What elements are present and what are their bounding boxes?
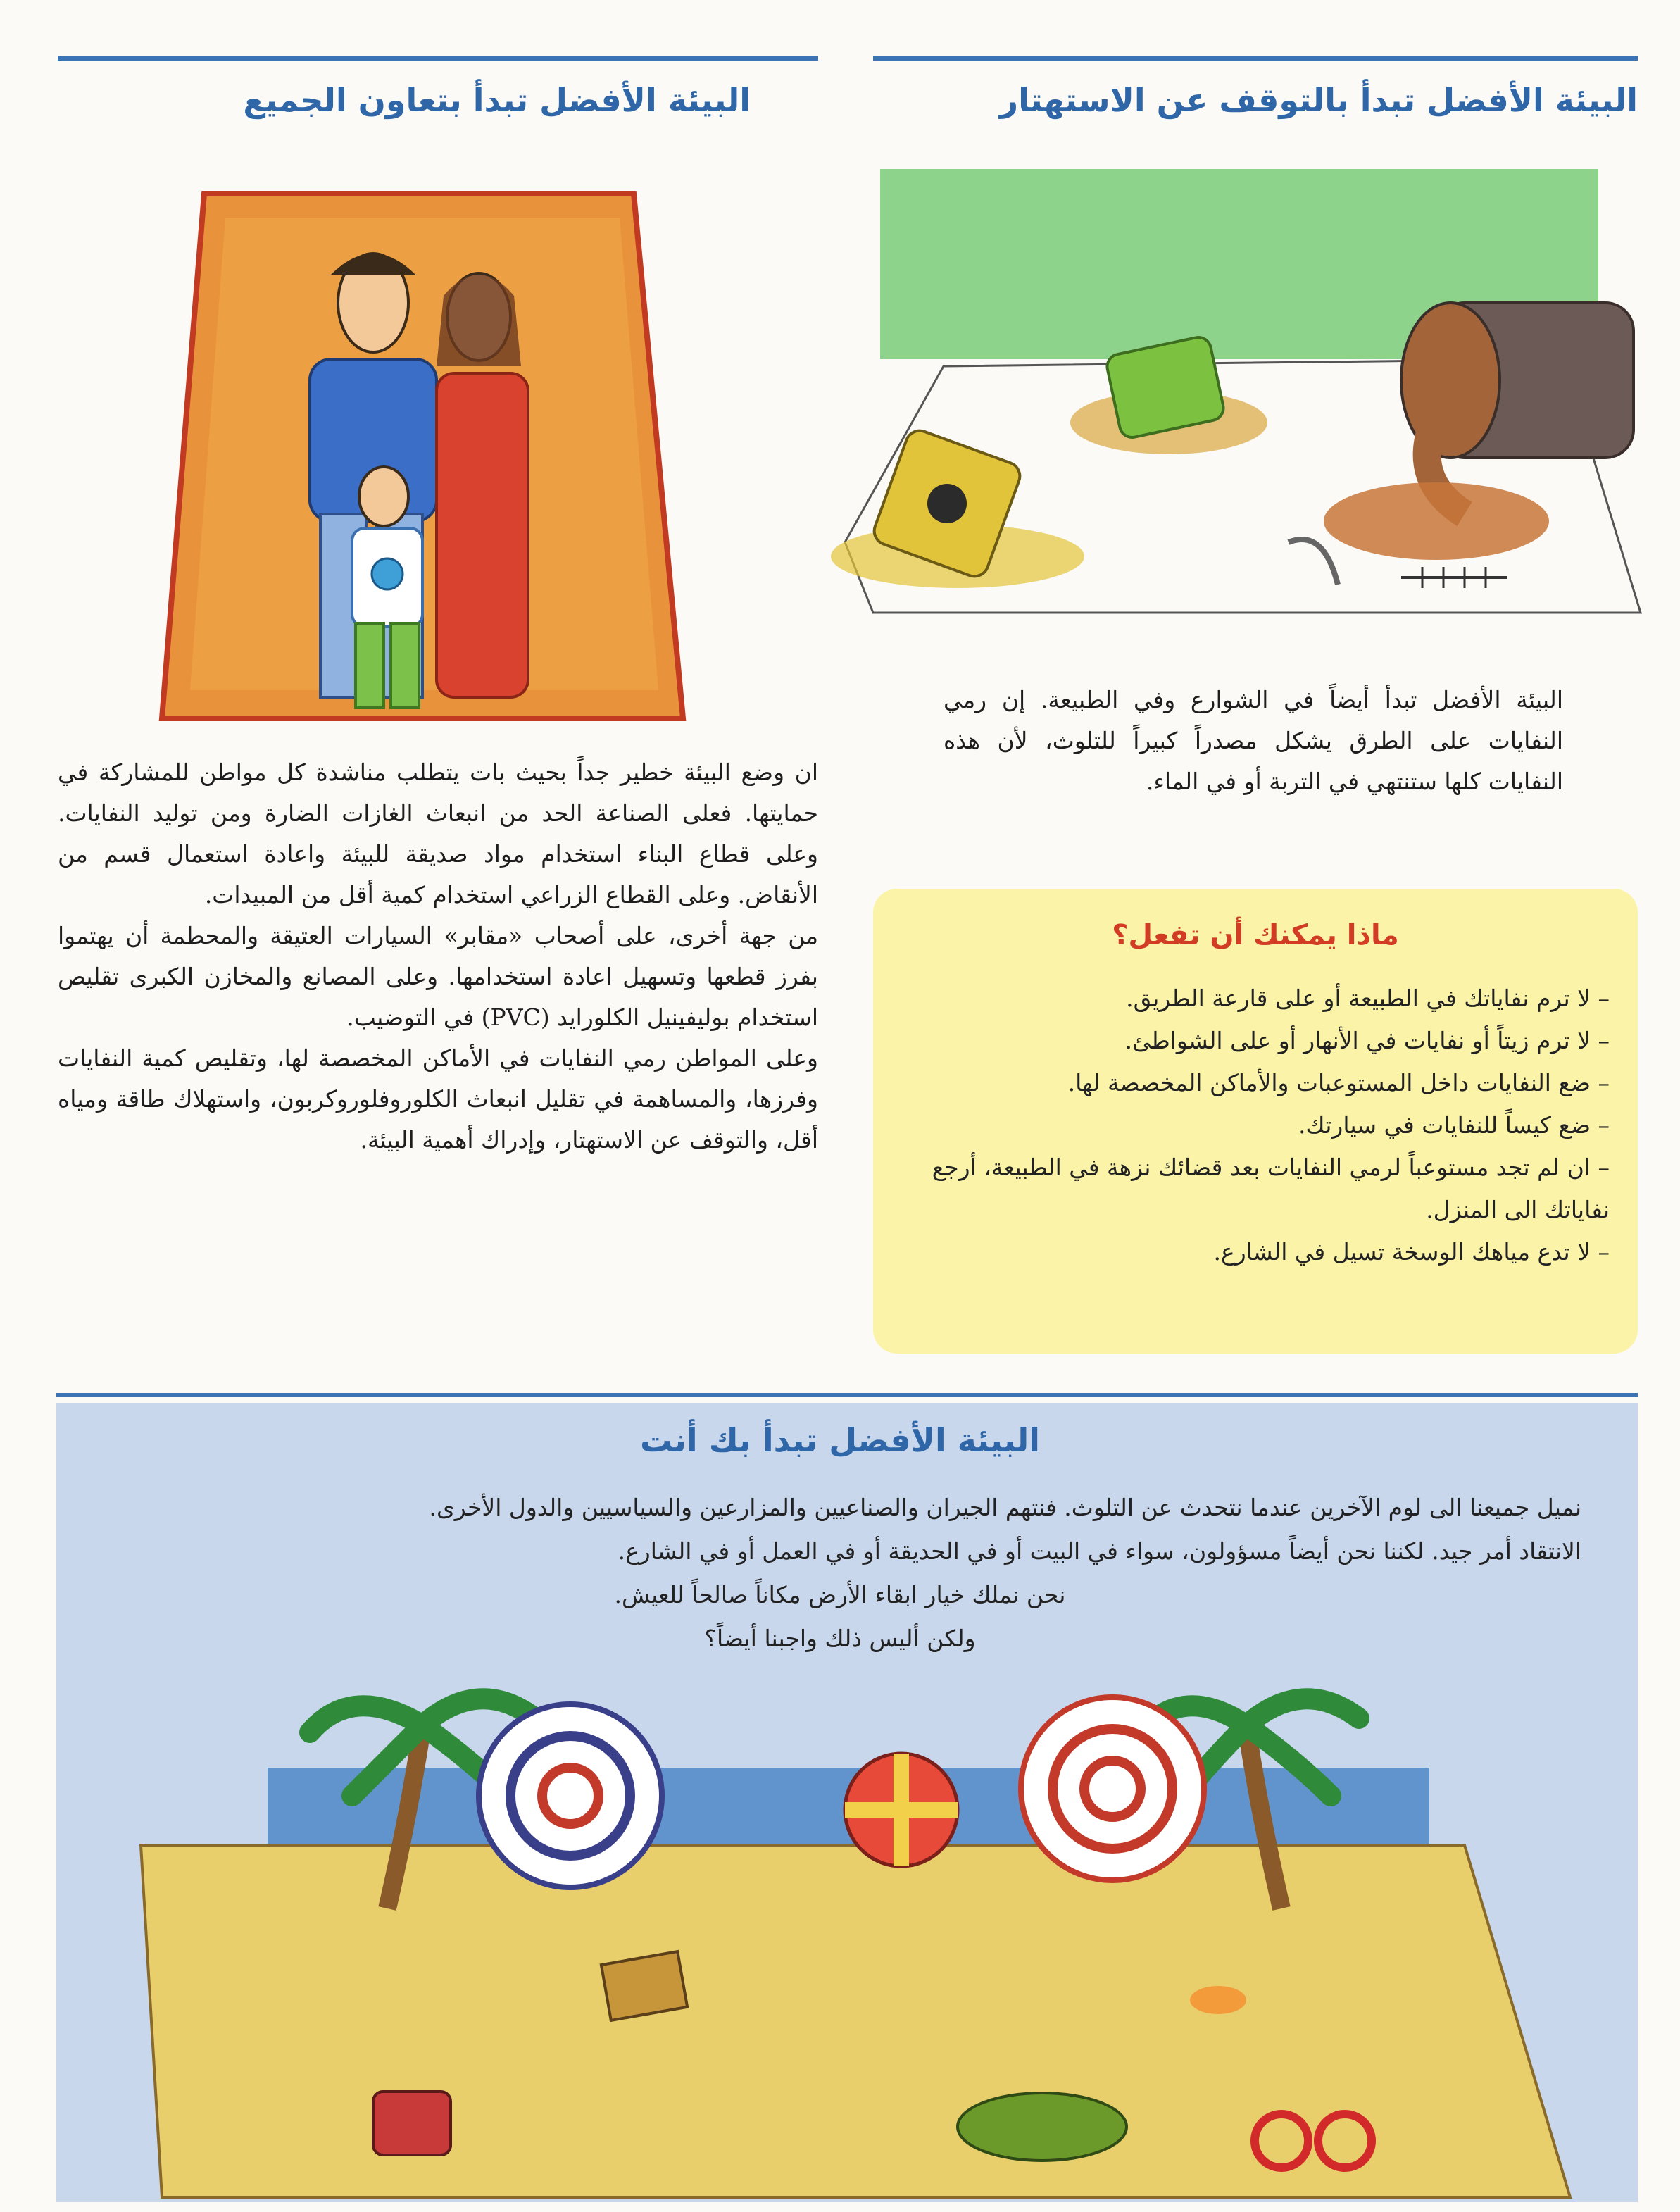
- bottom-heading: البيئة الأفضل تبدأ بك أنت: [639, 1421, 1041, 1459]
- bottom-line-3: نحن نملك خيار ابقاء الأرض مكاناً صالحاً للعيش.: [614, 1581, 1066, 1608]
- bottom-text: [99, 1486, 1581, 1661]
- tip-item: – لا ترم نفاياتك في الطبيعة أو على قارعة الطريق.: [1126, 985, 1610, 1012]
- tip-item: – لا ترم زيتاً أو نفايات في الأنهار أو على الشواطئ.: [1124, 1027, 1610, 1054]
- left-paragraph-2: من جهة أخرى، على أصحاب «مقابر» السيارات العتيقة والمحطمة أن يهتموا بفرز قطعها وتسهيل اعادة استخدامها. وعلى المصانع والمخازن الكبرى تقليص استخدام بوليفينيل الكلورايد (PVC) في التوضيب.: [58, 922, 818, 1031]
- bottom-rule: [56, 1393, 1638, 1397]
- tip-item: – ضع كيساً للنفايات في سيارتك.: [1298, 1111, 1610, 1139]
- right-top-rule: [873, 56, 1638, 61]
- tip-box: [873, 889, 1638, 1354]
- bottom-line-1: نميل جميعنا الى لوم الآخرين عندما نتحدث عن التلوث. فنتهم الجيران والصناعيين والمزارعين والسياسيين والدول الأخرى.: [429, 1494, 1581, 1521]
- bottom-line-2: الانتقاد أمر جيد. لكننا نحن أيضاً مسؤولون، سواء في البيت أو في الحديقة أو في العمل أو في الشارع.: [618, 1537, 1581, 1565]
- tip-box-title: ماذا يمكنك أن تفعل؟: [1112, 919, 1399, 951]
- left-body: [58, 752, 818, 1161]
- left-paragraph-1: ان وضع البيئة خطير جداً بحيث بات يتطلب مناشدة كل مواطن للمشاركة في حمايتها. فعلى الصناعة الحد من انبعاث الغازات الضارة ومن توليد النفايات. وعلى قطاع البناء استخدام مواد صديقة للبيئة واعادة استعمال قسم من الأنقاض. وعلى القطاع الزراعي استخدام كمية أقل من المبيدات.: [58, 758, 818, 908]
- tip-item: – لا تدع مياهك الوسخة تسيل في الشارع.: [1213, 1238, 1610, 1266]
- tip-item: – ضع النفايات داخل المستوعبات والأماكن المخصصة لها.: [1067, 1069, 1610, 1096]
- right-paragraph: البيئة الأفضل تبدأ أيضاً في الشوارع وفي الطبيعة. إن رمي النفايات على الطرق يشكل مصدراً كبيراً للتلوث، لأن هذه النفايات كلها ستنتهي في التربة أو في الماء.: [944, 686, 1563, 795]
- tip-list: [901, 977, 1610, 1273]
- left-paragraph-3: وعلى المواطن رمي النفايات في الأماكن المخصصة لها، وتقليص كمية النفايات وفرزها، والمساهمة في تقليل انبعاث الكلوروفلوروكربون، واستهلاك طاقة ومياه أقل، والتوقف عن الاستهتار، وإدراك أهمية البيئة.: [58, 1044, 818, 1154]
- family-illustration: [141, 183, 704, 739]
- left-top-rule: [58, 56, 818, 61]
- bottom-line-4: ولكن أليس ذلك واجبنا أيضاً؟: [704, 1625, 976, 1652]
- beach-illustration: [56, 1676, 1638, 2204]
- pollution-illustration: [831, 162, 1648, 627]
- right-heading: البيئة الأفضل تبدأ بالتوقف عن الاستهتار: [999, 81, 1638, 119]
- left-heading: البيئة الأفضل تبدأ بتعاون الجميع: [243, 81, 751, 119]
- tip-item: – ان لم تجد مستوعباً لرمي النفايات بعد قضائك نزهة في الطبيعة، أرجع نفاياتك الى المنزل.: [932, 1154, 1610, 1223]
